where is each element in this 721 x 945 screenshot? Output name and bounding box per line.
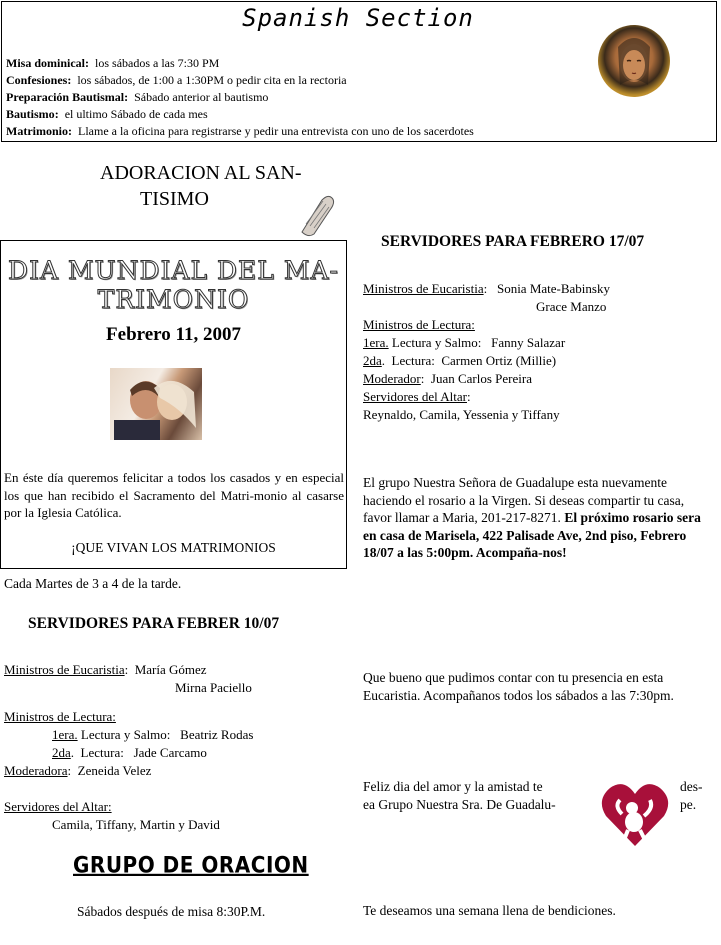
adoracion-heading	[100, 160, 301, 212]
dia-title-line-2: TRIMONIO	[97, 285, 250, 314]
dia-mundial-closing: ¡QUE VIVAN LOS MATRIMONIOS	[71, 540, 276, 555]
serv10-altar: Camila, Tiffany, Martin y David	[52, 817, 220, 832]
serv10-lectura-label: Ministros de Lectura:	[4, 709, 116, 724]
serv10-eucaristia: Ministros de Eucaristia: María Gómez	[4, 662, 207, 677]
couple-photo-icon	[110, 368, 202, 440]
cada-martes-text: Cada Martes de 3 a 4 de la tarde.	[4, 576, 182, 591]
grupo-oracion-title: GRUPO DE ORACION	[73, 851, 309, 879]
adoracion-line-1: ADORACION AL SAN-	[100, 162, 302, 184]
feliz-line-2: ea Grupo Nuestra Sra. De Guadalu-	[363, 796, 556, 812]
feliz-dia-right	[680, 778, 703, 813]
servidores-10-title: SERVIDORES PARA FEBRER 10/07	[28, 615, 280, 632]
schedule-bautismo: Bautismo: el ultimo Sábado de cada mes	[6, 107, 208, 121]
section-title: Spanish Section	[242, 4, 474, 32]
feliz-right-1: des-	[680, 779, 703, 794]
serv17-altar: Reynaldo, Camila, Yessenia y Tiffany	[363, 407, 560, 422]
bendiciones-text: Te deseamos una semana llena de bendiciones.	[363, 903, 616, 918]
rosario-announcement: El grupo Nuestra Señora de Guadalupe esta nuevamente haciendo el rosario a la Virgen. Si deseas compartir tu casa, favor llamar a Maria, 201-217-8271. El próximo rosario sera en casa de Marisela, 422 Palisade Ave, 2nd piso, Febrero 18/07 a las 5:00pm. Acompaña-nos!	[363, 475, 701, 560]
serv10-eucaristia-2: Mirna Paciello	[175, 680, 252, 695]
grupo-oracion-text: Sábados después de misa 8:30P.M.	[77, 904, 266, 919]
feliz-right-2: pe.	[680, 796, 697, 812]
serv10-altar-label: Servidores del Altar:	[4, 799, 112, 814]
serv17-lectura-label: Ministros de Lectura:	[363, 317, 475, 332]
virgin-guadalupe-image	[598, 25, 670, 97]
serv17-altar-label: Servidores del Altar:	[363, 389, 471, 404]
feliz-line-1: Feliz dia del amor y la amistad te	[363, 779, 543, 794]
schedule-preparacion: Preparación Bautismal: Sábado anterior al bautismo	[6, 90, 269, 104]
serv10-lectura-1: 1era. Lectura y Salmo: Beatriz Rodas	[52, 727, 254, 742]
serv17-moderador: Moderador: Juan Carlos Pereira	[363, 371, 532, 386]
serv17-eucaristia: Ministros de Eucaristia: Sonia Mate-Babinsky	[363, 281, 610, 296]
serv17-lectura-1: 1era. Lectura y Salmo: Fanny Salazar	[363, 335, 566, 350]
serv17-lectura-2: 2da. Lectura: Carmen Ortiz (Millie)	[363, 353, 557, 368]
dia-title-line-1: DIA MUNDIAL DEL MA-	[8, 256, 339, 285]
schedule-misa: Misa dominical: los sábados a las 7:30 PM	[6, 56, 220, 70]
schedule-confesiones: Confesiones: los sábados, de 1:00 a 1:30PM o pedir cita en la rectoria	[6, 73, 347, 87]
servidores-17-title: SERVIDORES PARA FEBRERO 17/07	[381, 233, 645, 250]
serv10-lectura-2: 2da. Lectura: Jade Carcamo	[52, 745, 207, 760]
praying-hands-icon	[296, 192, 340, 238]
adoracion-line-2: TISIMO	[140, 188, 209, 210]
guadalupe-face-icon	[598, 25, 670, 97]
feliz-dia-text	[363, 778, 556, 813]
dia-mundial-text: En éste día queremos felicitar a todos los casados y en especial los que han recibido el Sacramento del Matri-monio al casarse por la Iglesia Católica.	[4, 470, 344, 520]
dia-mundial-date: Febrero 11, 2007	[106, 324, 241, 345]
dia-mundial-title	[0, 256, 347, 314]
wedding-couple-image	[110, 368, 202, 440]
serv17-eucaristia-2: Grace Manzo	[536, 299, 607, 314]
serv10-moderadora: Moderadora: Zeneida Velez	[4, 763, 152, 778]
cupid-heart-icon	[600, 780, 670, 850]
schedule-matrimonio: Matrimonio: Llame a la oficina para registrarse y pedir una entrevista con uno de los sacerdotes	[6, 124, 474, 138]
que-bueno-text: Que bueno que pudimos contar con tu presencia en esta Eucaristia. Acompañanos todos los sábados a las 7:30pm.	[363, 670, 674, 703]
